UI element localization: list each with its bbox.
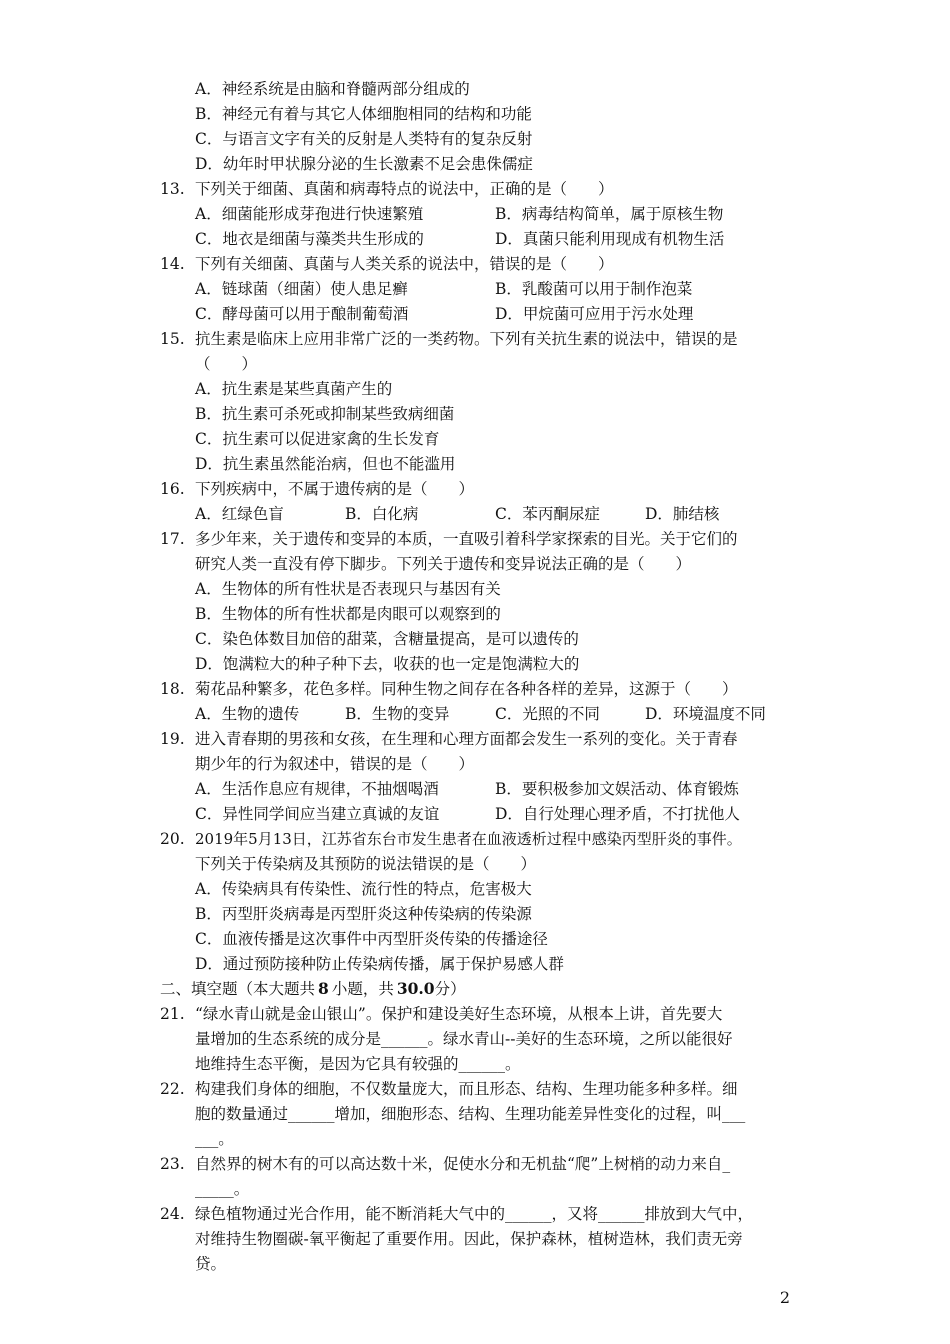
q19-option-b: B．要积极参加文娱活动、体育锻炼 <box>495 780 739 798</box>
section-heading <box>160 979 466 999</box>
q18-option-d: D．环境温度不同 <box>645 705 766 723</box>
q24-line2: 对维持生物圈碳-氧平衡起了重要作用。因此，保护森林，植树造林，我们责无旁 <box>195 1230 743 1248</box>
q16-option-b: B．白化病 <box>345 505 419 523</box>
q19-option-c: C．异性同学间应当建立真诚的友谊 <box>195 805 440 823</box>
q19-stem-line1: 进入青春期的男孩和女孩，在生理和心理方面都会发生一系列的变化。关于青春 <box>195 730 738 748</box>
q21-line3: 地维持生态平衡，是因为它具有较强的______。 <box>195 1055 521 1073</box>
q15-option-b: B．抗生素可杀死或抑制某些致病细菌 <box>195 405 455 423</box>
q21-line2: 量增加的生态系统的成分是______。绿水青山--美好的生态环境，之所以能很好 <box>195 1030 733 1048</box>
section-score: 30.0 <box>396 979 435 998</box>
q14-number: 14. <box>160 255 185 273</box>
q20-option-c: C．血液传播是这次事件中丙型肝炎传染的传播途径 <box>195 930 548 948</box>
q17-option-c: C．染色体数目加倍的甜菜，含糖量提高，是可以遗传的 <box>195 630 579 648</box>
q20-stem-line1: 2019年5月13日，江苏省东台市发生患者在血液透析过程中感染丙型肝炎的事件。 <box>195 830 742 848</box>
q22-number: 22. <box>160 1080 185 1098</box>
q24-line1: 绿色植物通过光合作用，能不断消耗大气中的______，又将______排放到大气中， <box>195 1205 754 1223</box>
q16-stem: 下列疾病中，不属于遗传病的是（ ） <box>195 480 475 498</box>
q22-line1: 构建我们身体的细胞，不仅数量庞大，而且形态、结构、生理功能多种多样。细 <box>195 1080 738 1098</box>
q17-option-d: D．饱满粒大的种子种下去，收获的也一定是饱满粒大的 <box>195 655 580 673</box>
q17-stem-line2: 研究人类一直没有停下脚步。下列关于遗传和变异说法正确的是（ ） <box>195 555 692 573</box>
q23-number: 23. <box>160 1155 185 1173</box>
q14-option-d: D．甲烷菌可应用于污水处理 <box>495 305 694 323</box>
q15-stem-line2: （ ） <box>195 355 258 373</box>
q13-option-d: D．真菌只能利用现成有机物生活 <box>495 230 725 248</box>
q22-line3: ___。 <box>195 1130 234 1148</box>
q18-option-b: B．生物的变异 <box>345 705 450 723</box>
q21-line1: “绿水青山就是金山银山”。保护和建设美好生态环境，从根本上讲，首先要大 <box>195 1005 723 1023</box>
q20-option-d: D．通过预防接种防止传染病传播，属于保护易感人群 <box>195 955 564 973</box>
q14-option-b: B．乳酸菌可以用于制作泡菜 <box>495 280 693 298</box>
q19-option-d: D．自行处理心理矛盾，不打扰他人 <box>495 805 740 823</box>
q13-option-c: C．地衣是细菌与藻类共生形成的 <box>195 230 424 248</box>
q24-number: 24. <box>160 1205 185 1223</box>
q20-option-b: B．丙型肝炎病毒是丙型肝炎这种传染病的传染源 <box>195 905 532 923</box>
q17-stem-line1: 多少年来，关于遗传和变异的本质，一直吸引着科学家探索的目光。关于它们的 <box>195 530 738 548</box>
q24-line3: 贷。 <box>195 1255 227 1273</box>
q18-stem: 菊花品种繁多，花色多样。同种生物之间存在各种各样的差异，这源于（ ） <box>195 680 738 698</box>
q14-stem: 下列有关细菌、真菌与人类关系的说法中，错误的是（ ） <box>195 255 614 273</box>
q17-option-a: A．生物体的所有性状是否表现只与基因有关 <box>195 580 501 598</box>
q13-option-a: A．细菌能形成芽孢进行快速繁殖 <box>195 205 424 223</box>
section-label: 二、填空题（本大题共 <box>160 980 316 998</box>
q13-number: 13. <box>160 180 185 198</box>
q12-option-d: D．幼年时甲状腺分泌的生长激素不足会患侏儒症 <box>195 155 533 173</box>
q22-line2: 胞的数量通过______增加，细胞形态、结构、生理功能差异性变化的过程，叫___ <box>195 1105 746 1123</box>
q21-number: 21. <box>160 1005 185 1023</box>
q18-number: 18. <box>160 680 185 698</box>
q15-stem-line1: 抗生素是临床上应用非常广泛的一类药物。下列有关抗生素的说法中，错误的是 <box>195 330 738 348</box>
q20-number: 20. <box>160 830 185 848</box>
section-count: 8 <box>318 979 329 998</box>
q13-stem: 下列关于细菌、真菌和病毒特点的说法中，正确的是（ ） <box>195 180 614 198</box>
page-number: 2 <box>779 1288 790 1307</box>
q18-option-a: A．生物的遗传 <box>195 705 300 723</box>
q20-option-a: A．传染病具有传染性、流行性的特点，危害极大 <box>195 880 532 898</box>
q13-option-b: B．病毒结构简单，属于原核生物 <box>495 205 724 223</box>
q12-option-c: C．与语言文字有关的反射是人类特有的复杂反射 <box>195 130 533 148</box>
q17-option-b: B．生物体的所有性状都是肉眼可以观察到的 <box>195 605 501 623</box>
q23-line1: 自然界的树木有的可以高达数十米，促使水分和无机盐“爬”上树梢的动力来自_ <box>195 1155 731 1173</box>
q12-option-a: A．神经系统是由脑和脊髓两部分组成的 <box>195 80 470 98</box>
q23-line2: _____。 <box>195 1180 250 1198</box>
q15-number: 15. <box>160 330 185 348</box>
q17-number: 17. <box>160 530 185 548</box>
q16-option-d: D．肺结核 <box>645 505 720 523</box>
section-end: 分） <box>434 980 466 998</box>
q19-number: 19. <box>160 730 185 748</box>
q20-stem-line2: 下列关于传染病及其预防的说法错误的是（ ） <box>195 855 537 873</box>
q15-option-d: D．抗生素虽然能治病，但也不能滥用 <box>195 455 456 473</box>
q19-stem-line2: 期少年的行为叙述中，错误的是（ ） <box>195 755 475 773</box>
q18-option-c: C．光照的不同 <box>495 705 600 723</box>
q19-option-a: A．生活作息应有规律，不抽烟喝酒 <box>195 780 439 798</box>
q16-option-a: A．红绿色盲 <box>195 505 284 523</box>
q12-option-b: B．神经元有着与其它人体细胞相同的结构和功能 <box>195 105 532 123</box>
q16-option-c: C．苯丙酮尿症 <box>495 505 600 523</box>
q16-number: 16. <box>160 480 185 498</box>
q15-option-a: A．抗生素是某些真菌产生的 <box>195 380 393 398</box>
q14-option-a: A．链球菌（细菌）使人患足癣 <box>195 280 408 298</box>
q15-option-c: C．抗生素可以促进家禽的生长发育 <box>195 430 440 448</box>
section-mid: 小题，共 <box>331 980 394 998</box>
q14-option-c: C．酵母菌可以用于酿制葡萄酒 <box>195 305 409 323</box>
